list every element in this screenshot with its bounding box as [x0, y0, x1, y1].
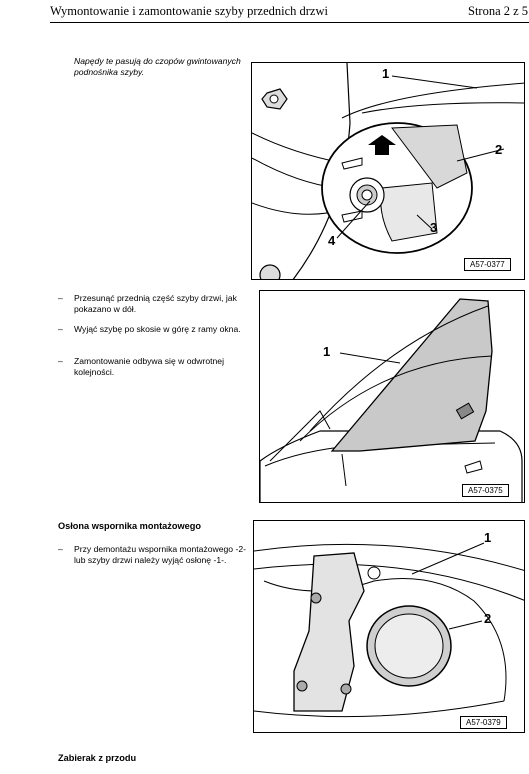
callout-1: 1: [323, 344, 331, 359]
window-glass-illustration: [260, 291, 525, 503]
section-heading: Osłona wspornika montażowego: [58, 521, 201, 531]
page-number: Strona 2 z 5: [468, 4, 529, 18]
note-text: Napędy te pasują do czopów gwintowanych podnośnika szyby.: [74, 56, 241, 77]
step-text: Wyjąć szybę po skosie w górę z ramy okna.: [74, 324, 241, 334]
figure-a57-0377: [251, 62, 525, 280]
callout-1: 1: [382, 66, 390, 81]
figure-label: A57-0377: [464, 258, 511, 271]
callout-1: 1: [484, 530, 492, 545]
section-heading: Zabierak z przodu: [58, 753, 137, 763]
callout-2: 2: [495, 142, 503, 157]
step-text: Zamontowanie odbywa się w odwrotnej kolejności.: [74, 356, 224, 377]
figure-a57-0379: [253, 520, 525, 733]
figure-label: A57-0379: [460, 716, 507, 729]
step-text: Przy demontażu wspornika montażowego -2- lub szyby drzwi należy wyjąć osłonę -1-.: [74, 544, 246, 565]
header-divider: [50, 22, 529, 23]
document-title: Wymontowanie i zamontowanie szyby przednich drzwi: [50, 4, 328, 18]
figure-label: A57-0375: [462, 484, 509, 497]
step-text: Przesunąć przednią część szyby drzwi, jak pokazano w dół.: [74, 293, 237, 314]
callout-4: 4: [328, 233, 336, 248]
door-bolt-illustration: [252, 63, 525, 280]
figure-a57-0375: [259, 290, 525, 503]
mounting-bracket-cover-illustration: [254, 521, 525, 733]
callout-3: 3: [430, 220, 438, 235]
callout-2: 2: [484, 611, 492, 626]
